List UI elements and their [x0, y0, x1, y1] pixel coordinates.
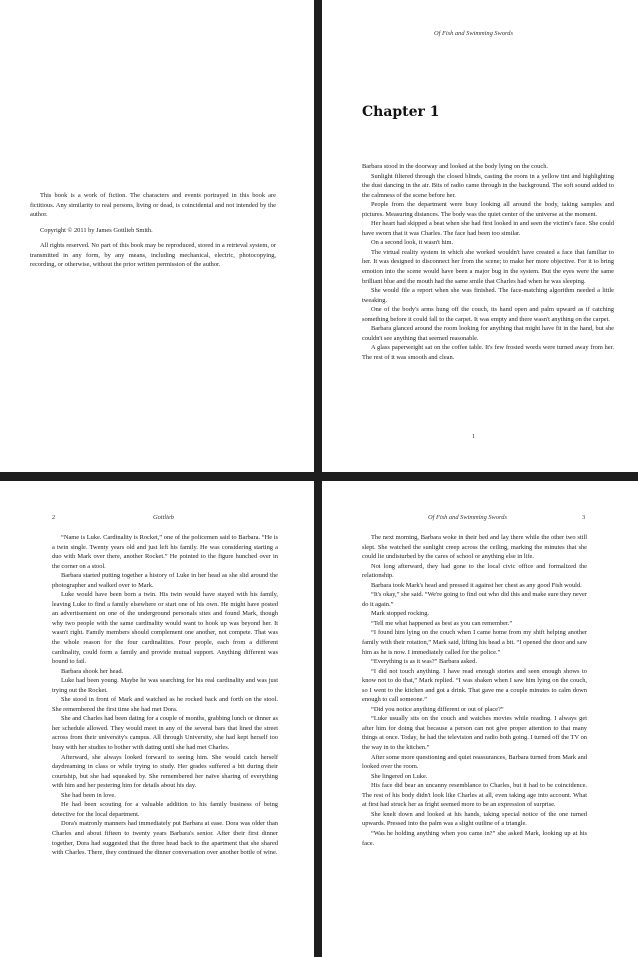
- copyright-page: [0, 0, 314, 472]
- paragraph: She lingered on Luke.: [371, 772, 428, 780]
- page-2: [0, 481, 314, 957]
- fiction-notice: This book is a work of fiction. The characters and events portrayed in this book are fictitious. Any similarity to real persons, living or dead, is coincidental and not intended by the author.: [30, 192, 276, 219]
- chapter-title: Chapter 1: [362, 104, 440, 120]
- paragraph: “I did not touch anything. I have read enough stories and seen enough shows to know not to do that,” Mark replied. “I was shaken when I saw him lying on the couch, so I went to the kitchen and got a drink. That gave me a couple minutes to calm down enough to call someone.”: [362, 667, 587, 704]
- copyright-line: Copyright © 2011 by James Gottlieb Smith.: [40, 226, 153, 234]
- page-number: 1: [472, 433, 476, 440]
- paragraph: His face did bear an uncanny resemblance to Charles, but it had to be coincidence. The rest of his body didn't look like Charles at all, even taking age into account. What at first had struck her as fright seemed more to be an expression of surprise.: [362, 782, 587, 809]
- paragraph: “Tell me what happened as best as you can remember.”: [371, 619, 513, 627]
- paragraph: “Luke usually sits on the couch and watches movies while reading. I always get after him for doing that because a person can not give proper attention to that many things at once. Today, he had the television and radio both going. I turned off the TV on the way in to the kitchen.”: [362, 715, 587, 752]
- paragraph: One of the body's arms hung off the couch, its hand open and palm upward as if catching something before it could fall to the carpet. It was empty and there wasn't anything on the carpet.: [362, 306, 614, 323]
- page-3: [322, 481, 638, 957]
- paragraph: Barbara glanced around the room looking for anything that might have fit in the hand, but she couldn't see anything that seemed reasonable.: [362, 325, 614, 342]
- paragraph: “Everything is as it was?” Barbara asked.: [371, 658, 477, 666]
- paragraph: After some more questioning and quiet reassurances, Barbara turned from Mark and looked over the room.: [362, 753, 587, 771]
- running-head: Of Fish and Swimming Swords: [428, 514, 507, 521]
- page-3-body: [362, 533, 587, 848]
- paragraph: Dora's matronly manners had immediately put Barbara at ease. Dora was older than Charles and about fifteen to twenty years Barbara's senior. After their first dinner together, Dora had suggested that the three head back to the apartment that she shared with Charles. There, they continued the dinner conversation over another bottle of wine.: [52, 820, 278, 857]
- paragraph: Barbara took Mark's head and pressed it against her chest as any good Fish would.: [371, 581, 582, 589]
- paragraph: Barbara stood in the doorway and looked at the body lying on the couch.: [362, 163, 548, 170]
- paragraph: She had been in love.: [61, 791, 116, 799]
- paragraph: On a second look, it wasn't him.: [371, 239, 454, 247]
- paragraph: He had been scouting for a valuable addition to his family business of being detective for the local department.: [52, 801, 278, 818]
- page-2-body: [52, 533, 278, 858]
- paragraph: Barbara shook her head.: [61, 667, 124, 675]
- paragraph: The virtual reality system in which she worked wouldn't have created a face that familiar to her. It was designed to disconnect her from the scene; to make her more objective. For it to bring emotion into the scene would have been a major bug in the system. But the eyes were the same brilliant blue and the mouth had the same smile that Charles had when he was sleeping.: [362, 248, 614, 285]
- paragraph: “It's okay,” she said. “We're going to find out who did this and make sure they never do it again.”: [362, 591, 587, 608]
- paragraph: Mark stopped rocking.: [371, 610, 430, 618]
- paragraph: She knelt down and looked at his hands, taking special notice of the one turned upwards. Pressed into the palm was a slight outline of a triangle.: [362, 810, 587, 828]
- paragraph: The next morning, Barbara woke in their bed and lay there while the other two still slept. She watched the sunlight creep across the ceiling, marking the minutes that she could lie undisturbed by the cares of school or anything else in life.: [362, 534, 587, 561]
- paragraph: Luke had been young. Maybe he was searching for his real cardinality and was just trying out the Rocket.: [52, 677, 278, 694]
- paragraph: “I found him lying on the couch when I came home from my shift helping another family with their rotation,” Mark said, lifting his head a bit. “I opened the door and saw him as he is now. I immediately called for the police.”: [362, 629, 587, 656]
- paragraph: Sunlight filtered through the closed blinds, casting the room in a yellow tint and highlighting the dust dancing in the air. Bits of radio came through in the background. The soft sound added to the calmness of the scene before her.: [362, 172, 614, 199]
- page-number: 3: [582, 514, 586, 521]
- paragraph: Her heart had skipped a beat when she had first looked in and seen the victim's face. She could have sworn that it was Charles. The face had been too similar.: [362, 220, 614, 237]
- paragraph: People from the department were busy looking all around the body, taking samples and pictures. Measuring distances. The body was the quiet center of the universe at the moment.: [362, 201, 614, 218]
- page-number: 2: [52, 514, 56, 521]
- paragraph: Not long afterward, they had gone to the local civic office and formalized the relationship.: [362, 562, 587, 580]
- paragraph: She stood in front of Mark and watched as he rocked back and forth on the stool. She remembered the first time she had met Dora.: [52, 696, 278, 713]
- paragraph: “Name is Luke. Cardinality is Rocket,” one of the policemen said to Barbara. “He is a twin single. Twenty years old and just left his family. He was considering starting a duo with Mark over there, another Rocket.” He pointed to the figure hunched over in the corner on a stool.: [52, 534, 278, 570]
- copyright-block: [30, 191, 276, 278]
- paragraph: Afterward, she always looked forward to seeing him. She would catch herself daydreaming in class or while trying to study. Her grades suffered a bit during their courtship, but she had squeaked by. She remembered her naïve sharing of everything with him and her pestering him for details about his day.: [52, 753, 278, 790]
- paragraph: Luke would have been born a twin. His twin would have stayed with his family, leaving Luke to find a family elsewhere or start one of his own. He might have posted an advertisement on one of the underground personals sites and found Mark, though why two people with the same cardinality would want to hook up was beyond her. It wasn't right. Family members should complement one another, not compete. That was the whole reason for the four cardinalities. Four people, each from a different cardinality, could form a family and provide mutual support. Anything different was bound to fail.: [52, 591, 278, 666]
- paragraph: A glass paperweight sat on the coffee table. It's few frosted words were turned away from her. The rest of it was smooth and clean.: [362, 344, 614, 361]
- running-head: Of Fish and Swimming Swords: [434, 30, 513, 37]
- page-1: [322, 0, 638, 472]
- paragraph: Barbara started putting together a history of Luke in her head as she slid around the photographer and walked over to Mark.: [52, 572, 278, 589]
- page-1-body: [362, 162, 614, 362]
- paragraph: “Did you notice anything different or out of place?”: [371, 705, 504, 713]
- paragraph: She would file a report when she was finished. The face-matching algorithm needed a little tweaking.: [362, 287, 614, 304]
- rights-reserved: All rights reserved. No part of this book may be reproduced, stored in a retrieval system, or transmitted in any form, by any means, including mechanical, electric, photocopying, recording, or otherwise, without the prior written permission of the author.: [30, 242, 276, 269]
- paragraph: “Was he holding anything when you came in?” she asked Mark, looking up at his face.: [362, 829, 587, 847]
- paragraph: She and Charles had been dating for a couple of months, grabbing lunch or dinner as her schedule allowed. They would meet in any of the several bars that lined the street across from their university's campus. All through University, she had kept herself too busy with her studies to bother with dating until she had met Charles.: [52, 715, 278, 752]
- running-head: Gottlieb: [153, 514, 174, 521]
